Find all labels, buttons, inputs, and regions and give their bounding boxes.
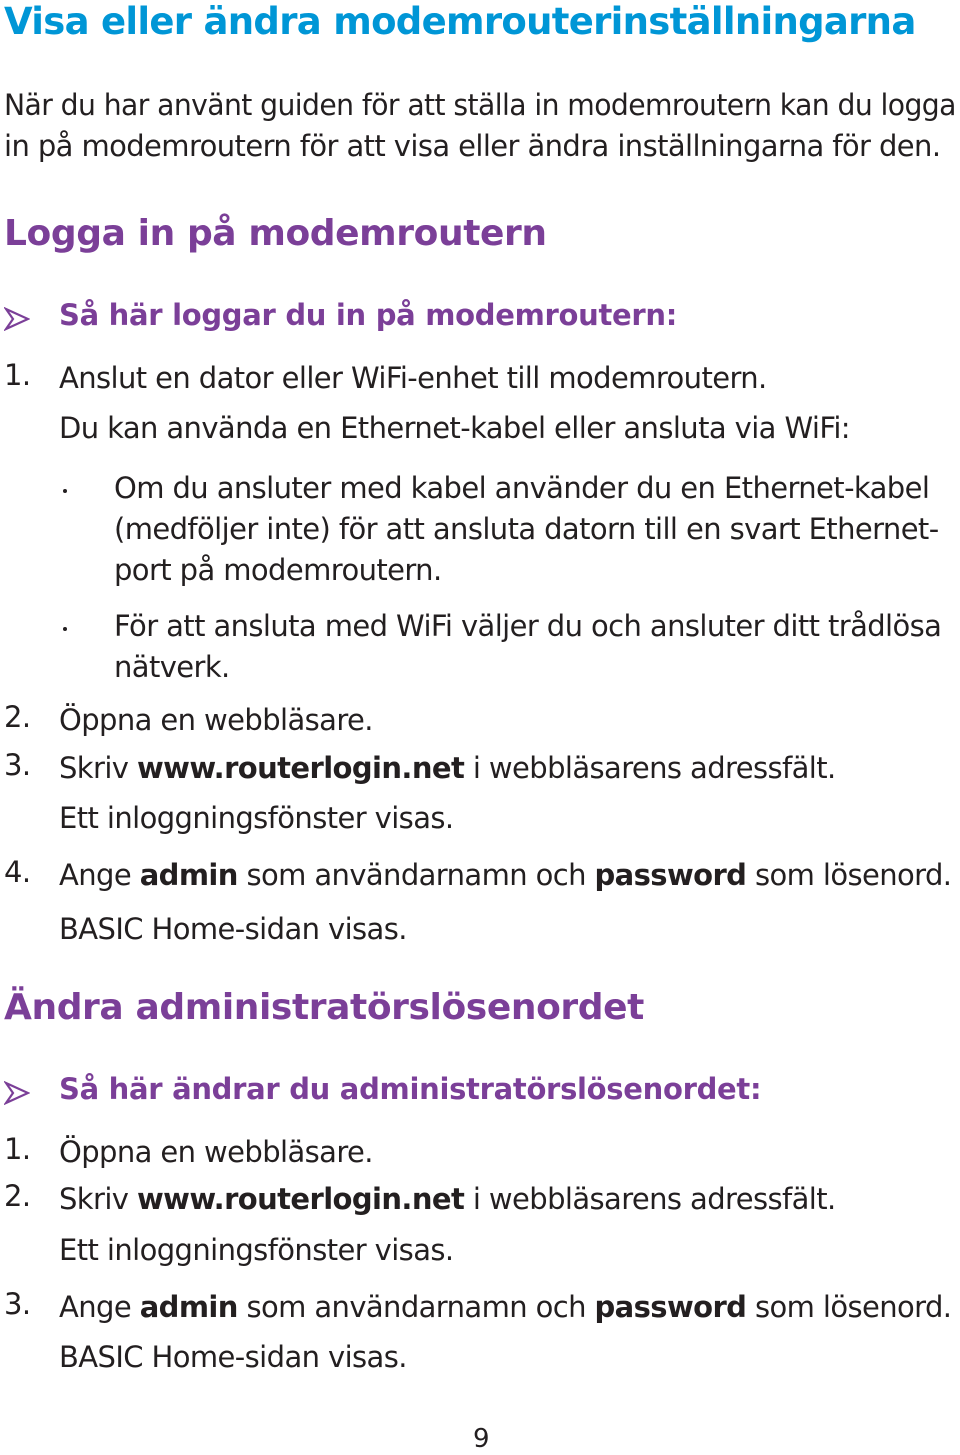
username-text: admin — [139, 858, 238, 892]
step-number: 1. — [4, 1132, 31, 1166]
username-text: admin — [139, 1290, 238, 1324]
text-run: Skriv — [59, 751, 137, 785]
url-text: www.routerlogin.net — [136, 1182, 465, 1216]
password-text: password — [594, 858, 747, 892]
step-note: BASIC Home-sidan visas. — [59, 912, 407, 946]
intro-line-1: När du har använt guiden för att ställa in modemroutern kan du logga — [4, 88, 956, 122]
step-number: 4. — [4, 855, 31, 889]
change-subheading: Så här ändrar du administratörslösenordet: — [59, 1072, 762, 1106]
bullet-dot — [63, 627, 67, 631]
text-run: i webbläsarens adressfält. — [464, 751, 836, 785]
arrow-icon — [4, 307, 30, 331]
bullet-line: port på modemroutern. — [114, 553, 442, 587]
step-number: 2. — [4, 700, 31, 734]
change-heading: Ändra administratörslösenordet — [4, 987, 644, 1028]
url-text: www.routerlogin.net — [136, 751, 465, 785]
bullet-line: För att ansluta med WiFi väljer du och ansluter ditt trådlösa — [114, 609, 942, 643]
step-text — [59, 748, 836, 789]
step-number: 3. — [4, 1287, 31, 1321]
text-run: som lösenord. — [746, 1290, 952, 1324]
page-title: Visa eller ändra modemrouterinställningarna — [4, 0, 916, 43]
step-text: Anslut en dator eller WiFi-enhet till modemroutern. — [59, 361, 767, 395]
bullet-line: (medföljer inte) för att ansluta datorn till en svart Ethernet- — [114, 512, 939, 546]
step-text — [59, 1179, 836, 1220]
step-note: Ett inloggningsfönster visas. — [59, 801, 454, 835]
password-text: password — [594, 1290, 747, 1324]
login-subheading: Så här loggar du in på modemroutern: — [59, 298, 678, 332]
bullet-dot — [63, 489, 67, 493]
text-run: i webbläsarens adressfält. — [464, 1182, 836, 1216]
arrow-icon — [4, 1081, 30, 1105]
intro-line-2: in på modemroutern för att visa eller ändra inställningarna för den. — [4, 129, 941, 163]
login-heading: Logga in på modemroutern — [4, 213, 547, 254]
bullet-line: nätverk. — [114, 650, 230, 684]
step-number: 2. — [4, 1179, 31, 1213]
text-run: som användarnamn och — [237, 858, 595, 892]
step-text — [59, 855, 951, 896]
step-note: BASIC Home-sidan visas. — [59, 1340, 407, 1374]
text-run: som användarnamn och — [237, 1290, 595, 1324]
page-number: 9 — [473, 1424, 490, 1454]
step-text: Öppna en webbläsare. — [59, 703, 373, 737]
step-note: Ett inloggningsfönster visas. — [59, 1233, 454, 1267]
step-number: 3. — [4, 748, 31, 782]
bullet-line: Om du ansluter med kabel använder du en Ethernet-kabel — [114, 471, 930, 505]
text-run: som lösenord. — [746, 858, 952, 892]
step-text — [59, 1287, 951, 1328]
text-run: Ange — [59, 858, 140, 892]
step-note: Du kan använda en Ethernet-kabel eller ansluta via WiFi: — [59, 411, 850, 445]
step-text: Öppna en webbläsare. — [59, 1135, 373, 1169]
step-number: 1. — [4, 358, 31, 392]
text-run: Skriv — [59, 1182, 137, 1216]
text-run: Ange — [59, 1290, 140, 1324]
